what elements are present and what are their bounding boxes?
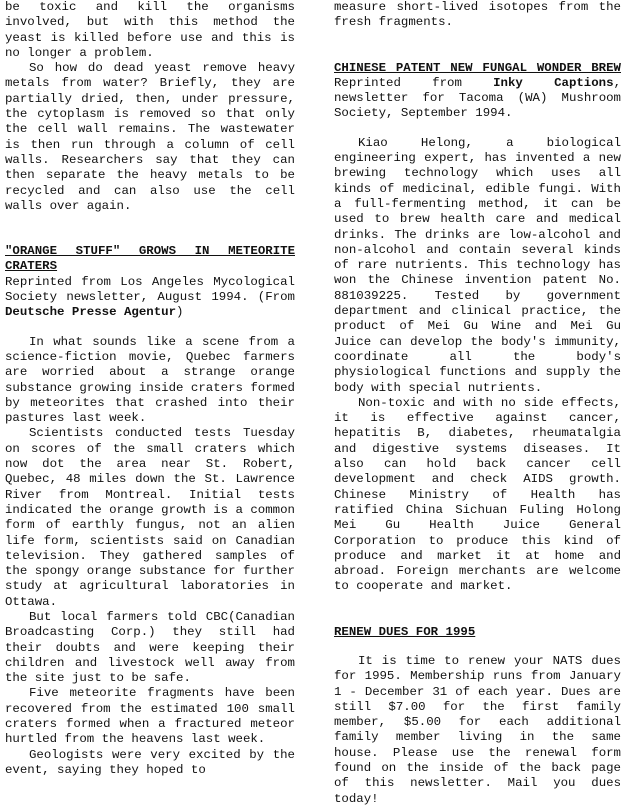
renew-dues-title: RENEW DUES FOR 1995 — [334, 624, 476, 639]
orange-stuff-paragraph-2: Scientists conducted tests Tuesday on scores of the small craters which now dot the area near St. Robert, Quebec, 48 miles down the St. Lawrence River from Montreal. Initial tests indicated the orange growth is a common form of earthly fungus, not an alien life form, scientists said on Canadian television. They gathered samples of the spongy orange substance for further study at agricultural laboratories in Ottawa. — [5, 426, 295, 609]
renew-dues-paragraph: It is time to renew your NATS dues for 1995. Membership runs from January 1 - December 31 of each year. Dues are still $7.00 for the first family member, $5.00 for each additional family member living in the same house. Please use the renewal form found on the inside of the back page of this newsletter. Mail you dues today! — [334, 653, 621, 806]
continued-paragraph: measure short-lived isotopes from the fresh fragments. — [334, 0, 621, 30]
right-column — [334, 0, 621, 807]
fungal-brew-paragraph-1: Kiao Helong, a biological engineering expert, has invented a new brewing technology which uses all kinds of medicinal, edible fungi. With a full-fermenting method, it can be used to brew health care and medical drinks. The drinks are low-alcohol and non-alcohol and contain several kinds of rare nutrients. This technology has won the Chinese invention patent No. 881039225. Tested by government department and clinical practice, the product of Mei Gu Wine and Mei Gu Juice can develop the body's immunity, coordinate all the body's physiological functions and supply the body with special nutrients. — [334, 135, 621, 395]
fungal-brew-article-title: CHINESE PATENT NEW FUNGAL WONDER BREW — [334, 60, 621, 75]
orange-stuff-paragraph-4: Five meteorite fragments have been recovered from the estimated 100 small craters formed when a fractured meteor hurtled from the heavens last week. — [5, 686, 295, 747]
fungal-brew-paragraph-2: Non-toxic and with no side effects, it is effective against cancer, hepatitis B, diabetes, rheumatalgia and digestive systems diseases. It also can hold back cancer cell development and check AIDS growth. Chinese Ministry of Health has ratified China Sichuan Fuling Holong Mei Gu Health Juice General Corporation to produce this kind of produce and market it at home and abroad. Foreign merchants are welcome to cooperate and market. — [334, 395, 621, 594]
fungal-brew-byline-start: Reprinted from — [334, 75, 494, 90]
orange-stuff-paragraph-1: In what sounds like a scene from a science-fiction movie, Quebec farmers are worried about a strange orange substance growing inside craters formed by meteorites that crashed into their pastures last week. — [5, 334, 295, 426]
fungal-brew-byline-end: , newsletter for Tacoma (WA) Mushroom Society, September 1994. — [334, 75, 621, 121]
byline-text-start: Reprinted from Los Angeles Mycological Society newsletter, August 1994. (From — [5, 274, 295, 305]
orange-stuff-article-title: "ORANGE STUFF" GROWS IN METEORITE CRATERS — [5, 244, 295, 274]
fungal-brew-byline-source: Inky Captions — [493, 75, 614, 90]
intro-paragraph-2: So how do dead yeast remove heavy metals from water? Briefly, they are partially dried, then, under pressure, the cytoplasm is removed so that only the cell wall remains. The wastewater is then run through a column of cell walls. Researchers say that they can then separate the heavy metals to be recycled and can also use the cell walls over again. — [5, 61, 295, 213]
left-column — [5, 0, 295, 778]
intro-paragraph-1: be toxic and kill the organisms involved, but with this method the yeast is killed before use and this is no longer a problem. — [5, 0, 295, 60]
byline-source: Deutsche Presse Agentur — [5, 305, 177, 320]
fungal-brew-article-header — [334, 61, 621, 122]
orange-stuff-article-byline — [5, 275, 295, 321]
orange-stuff-paragraph-5: Geologists were very excited by the event, saying they hoped to — [5, 747, 295, 777]
orange-stuff-paragraph-3: But local farmers told CBC(Canadian Broadcasting Corp.) they still had their doubts and were keeping their children and livestock well away from the site just to be safe. — [5, 609, 295, 686]
byline-text-end: ) — [176, 305, 184, 320]
